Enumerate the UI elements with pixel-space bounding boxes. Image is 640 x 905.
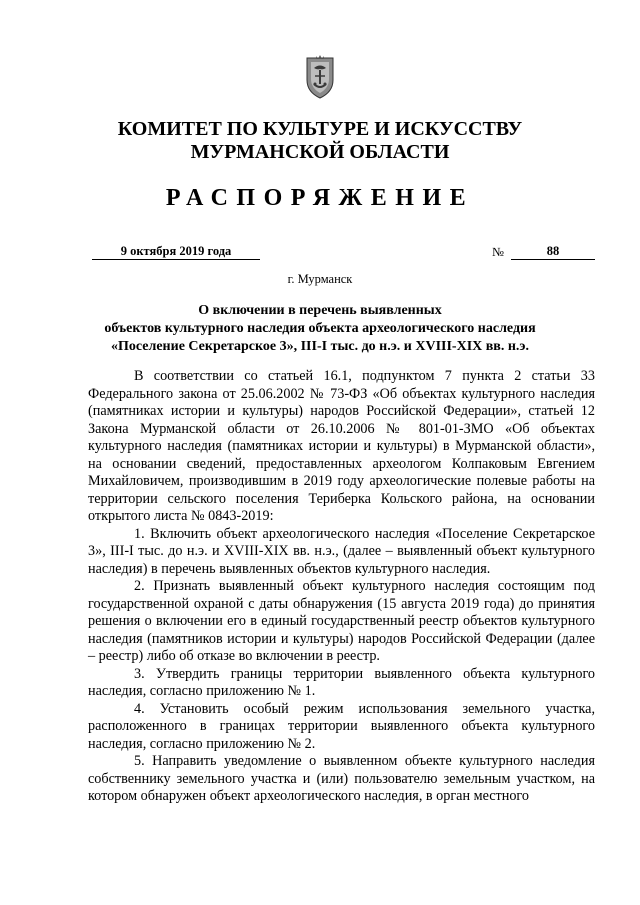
subject-line2: объектов культурного наследия объекта археологического наследия	[104, 321, 536, 336]
item-1-paragraph: 1. Включить объект археологического наследия «Поселение Секретарское 3», III-I тыс. до н.э. и XVIII-XIX вв. н.э., (далее – выявленный объект культурного наследия) в перечень выявленных объектов культурного наследия.	[88, 525, 595, 577]
number-label: №	[492, 245, 504, 259]
document-subject	[90, 302, 550, 356]
coat-of-arms-icon	[303, 54, 337, 100]
organization-name-line2: МУРМАНСКОЙ ОБЛАСТИ	[190, 141, 450, 163]
preamble-paragraph: В соответствии со статьей 16.1, подпунктом 7 пункта 2 статьи 33 Федерального закона от 25.06.2002 № 73-ФЗ «Об объектах культурного наследия (памятниках истории и культуры) народов Российской Федерации», статьей 12 Закона Мурманской области от 26.10.2006 № 801-01-ЗМО «Об объектах культурного наследия (памятниках истории и культуры) в Мурманской области», на основании сведений, предоставленных археологом Колпаковым Евгением Михайловичем, производившим в 2019 году археологические полевые работы на территории сельского поселения Териберка Кольского района, на основании открытого листа № 0843-2019:	[88, 368, 595, 524]
item-3-paragraph: 3. Утвердить границы территории выявленного объекта культурного наследия, согласно приложению № 1.	[88, 665, 595, 699]
item-5-paragraph: 5. Направить уведомление о выявленном объекте культурного наследия собственнику земельного участка и (или) пользователю земельным участком, на котором обнаружен объект археологического наследия, в орган местного	[88, 753, 595, 804]
item-2-paragraph: 2. Признать выявленный объект культурного наследия состоящим под государственной охраной с даты обнаружения (15 августа 2019 года) до принятия решения о включении его в единый государственный реестр объектов культурного наследия (памятников истории и культуры) народов Российской Федерации (далее – реестр) либо об отказе во включении в реестр.	[88, 578, 595, 664]
city-name: г. Мурманск	[287, 272, 353, 286]
subject-line1: О включении в перечень выявленных	[198, 303, 442, 318]
item-4-paragraph: 4. Установить особый режим использования земельного участка, расположенного в границах территории выявленного объекта культурного наследия, согласно приложению № 2.	[88, 700, 595, 752]
document-number: 88	[511, 243, 595, 260]
document-type-title: РАСПОРЯЖЕНИЕ	[165, 185, 475, 211]
subject-line3: «Поселение Секретарское 3», III-I тыс. до н.э. и XVIII-XIX вв. н.э.	[111, 339, 529, 354]
document-date: 9 октября 2019 года	[92, 243, 260, 260]
document-body	[88, 368, 595, 806]
organization-name-line1: КОМИТЕТ ПО КУЛЬТУРЕ И ИСКУССТВУ	[117, 118, 523, 140]
